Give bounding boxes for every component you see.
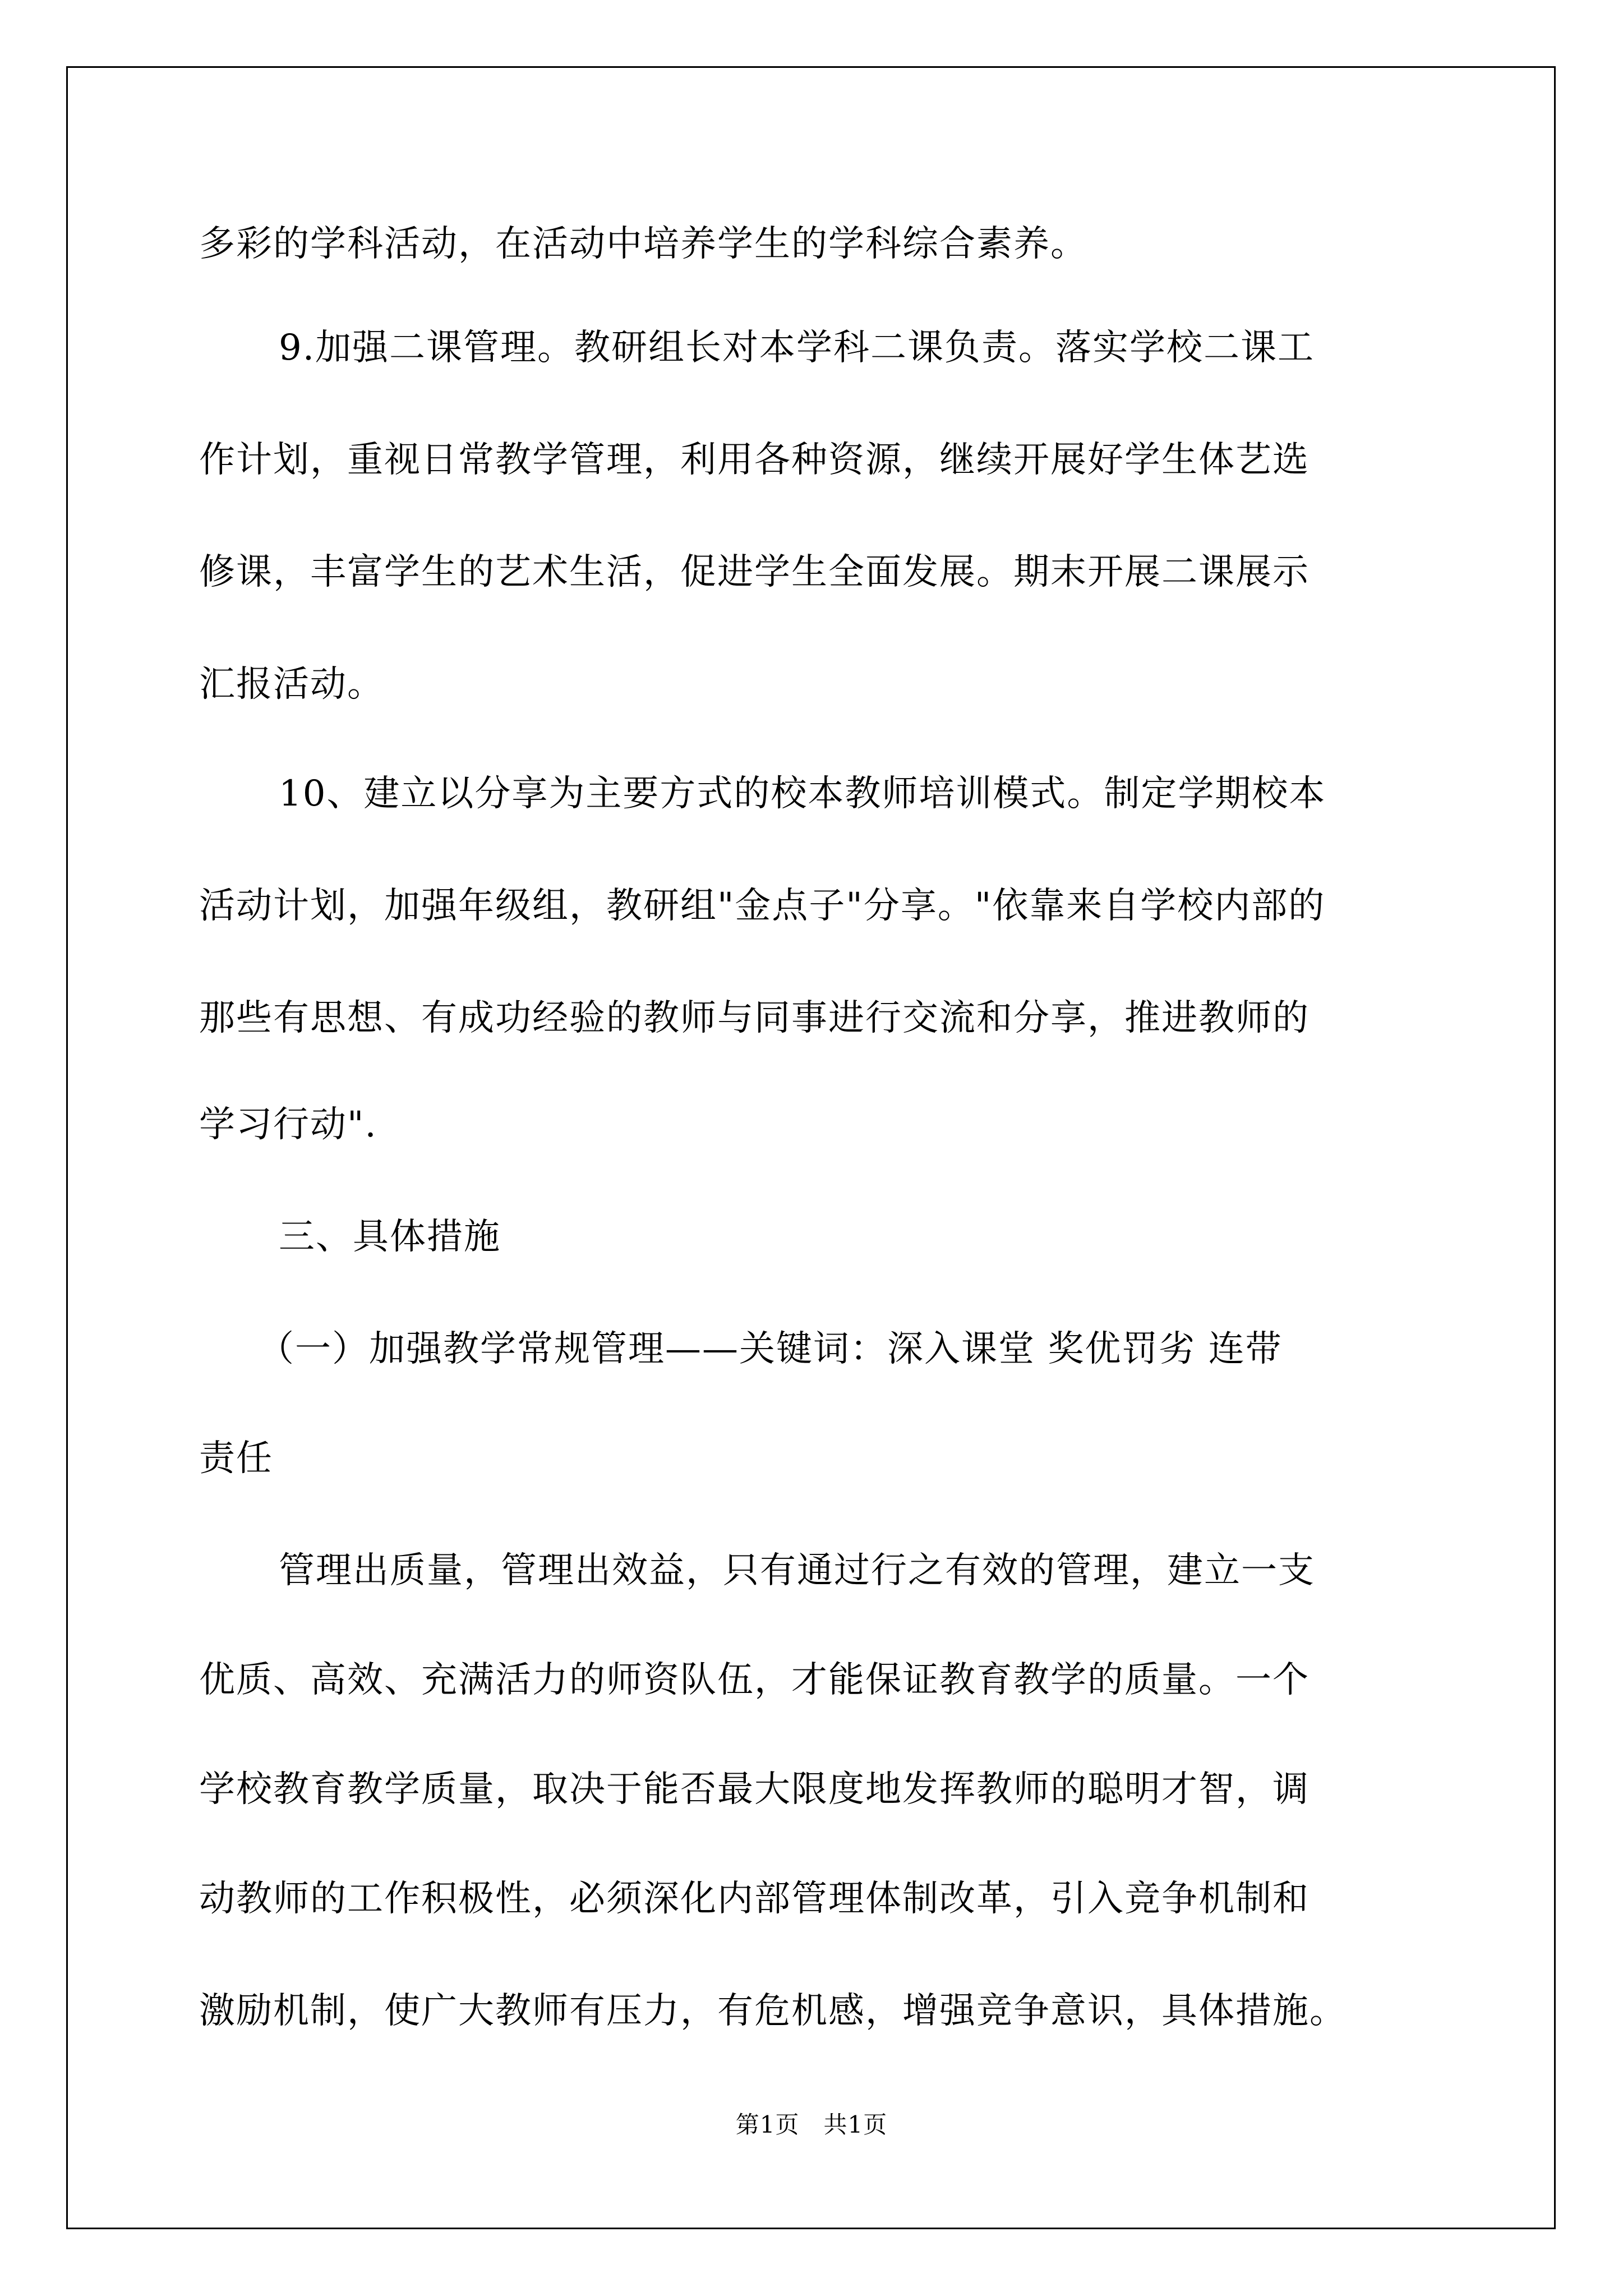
text-line: 作计划，重视日常教学管理，利用各种资源，继续开展好学生体艺选 — [199, 439, 1310, 481]
text-line: 责任 — [199, 1438, 273, 1479]
text-line: 激励机制，使广大教师有压力，有危机感，增强竞争意识，具体措施。 — [199, 1990, 1347, 2032]
subsection-heading: （一）加强教学常规管理——关键词：深入课堂 奖优罚劣 连带 — [258, 1328, 1283, 1370]
text-line: 学校教育教学质量，取决于能否最大限度地发挥教师的聪明才智，调 — [199, 1769, 1310, 1810]
text-line: 10、建立以分享为主要方式的校本教师培训模式。制定学期校本 — [279, 773, 1326, 815]
text-line: 管理出质量，管理出效益，只有通过行之有效的管理，建立一支 — [279, 1550, 1315, 1591]
text-line: 多彩的学科活动，在活动中培养学生的学科综合素养。 — [199, 223, 1087, 265]
text-line: 学习行动". — [199, 1104, 377, 1145]
text-line: 活动计划，加强年级组，教研组"金点子"分享。"依靠来自学校内部的 — [199, 885, 1326, 927]
text-line: 修课，丰富学生的艺术生活，促进学生全面发展。期末开展二课展示 — [199, 551, 1310, 593]
text-line: 动教师的工作积极性，必须深化内部管理体制改革，引入竞争机制和 — [199, 1878, 1310, 1920]
section-heading: 三、具体措施 — [279, 1216, 501, 1258]
page-footer: 第1页 共1页 — [735, 2111, 888, 2138]
text-line: 那些有思想、有成功经验的教师与同事进行交流和分享，推进教师的 — [199, 997, 1310, 1039]
text-line: 优质、高效、充满活力的师资队伍，才能保证教育教学的质量。一个 — [199, 1659, 1310, 1701]
text-line: 9.加强二课管理。教研组长对本学科二课负责。落实学校二课工 — [279, 327, 1315, 369]
text-line: 汇报活动。 — [199, 664, 384, 705]
